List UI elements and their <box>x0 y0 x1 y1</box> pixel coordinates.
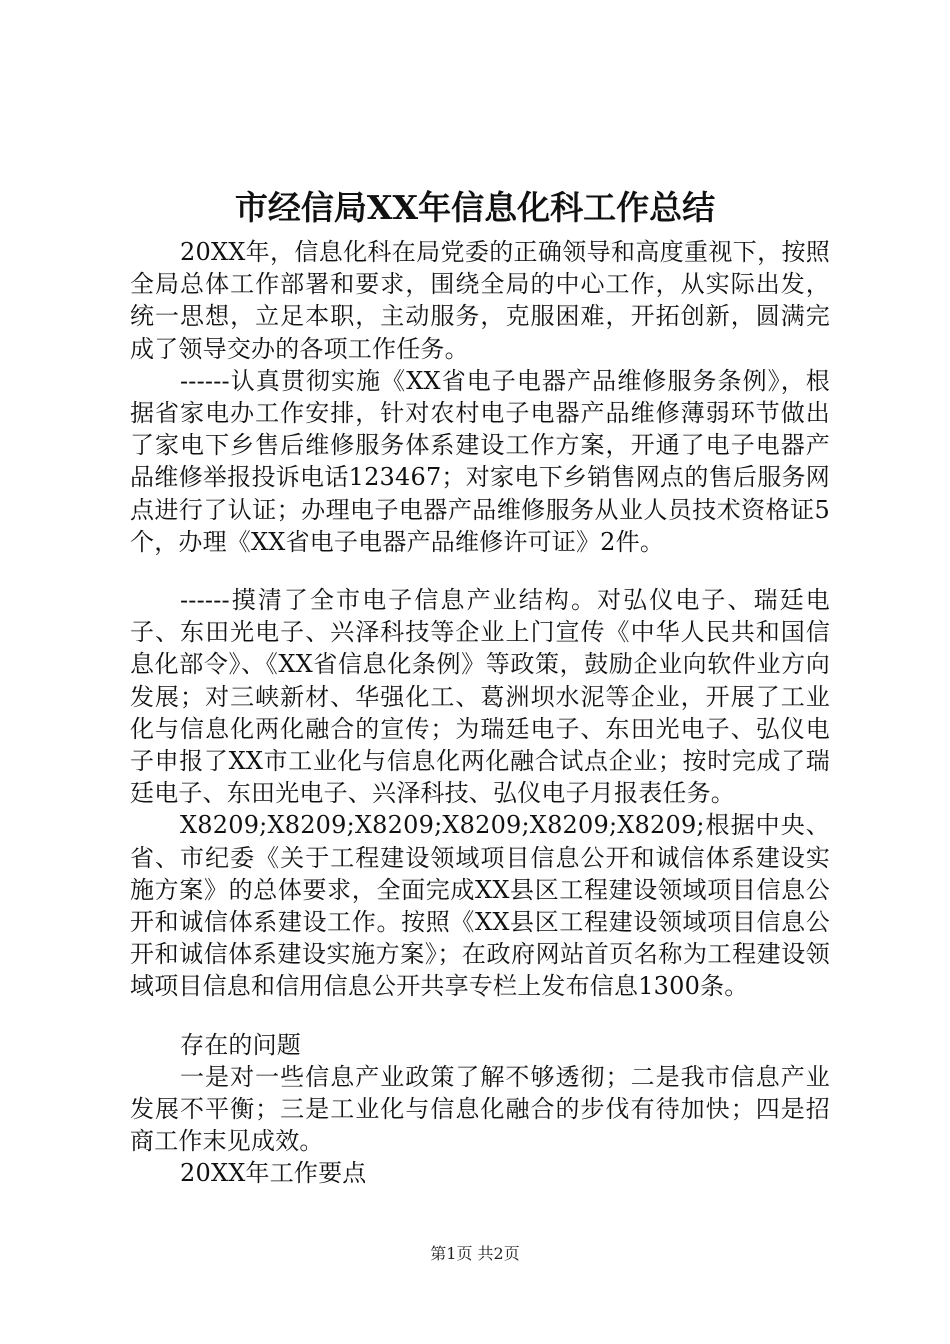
document-title: 市经信局XX年信息化科工作总结 <box>234 188 716 227</box>
page-footer: 第1页 共2页 <box>430 1244 520 1263</box>
paragraph-problems: 一是对一些信息产业政策了解不够透彻；二是我市信息产业发展不平衡；三是工业化与信息化融合的步伐有待加快；四是招商工作末见成效。 <box>130 1062 830 1156</box>
section-heading-problems: 存在的问题 <box>180 1030 301 1059</box>
paragraph-project-info-disclosure: X8209;X8209;X8209;X8209;X8209;X8209;根据中央、省、市纪委《关于工程建设领域项目信息公开和诚信体系建设实施方案》的总体要求，全面完成XX县区工程建设领域项目信息公开和诚信体系建设工作。按照《XX县区工程建设领域项目信息公开和诚信体系建设实施方案》；在政府网站首页名称为工程建设领域项目信息和信用信息公开共享专栏上发布信息1300条。 <box>130 811 830 1001</box>
document-body <box>130 236 830 1190</box>
section-heading-work-points: 20XX年工作要点 <box>180 1159 367 1188</box>
paragraph-intro: 20XX年，信息化科在局党委的正确领导和高度重视下，按照全局总体工作部署和要求，围绕全局的中心工作，从实际出发，统一思想，立足本职，主动服务，克服困难，开拓创新，圆满完成了领导交办的各项工作任务。 <box>130 238 830 363</box>
paragraph-industry-structure: ------摸清了全市电子信息产业结构。对弘仪电子、瑞廷电子、东田光电子、兴泽科技等企业上门宣传《中华人民共和国信息化部令》、《XX省信息化条例》等政策，鼓励企业向软件业方向发展；对三峡新材、华强化工、葛洲坝水泥等企业，开展了工业化与信息化两化融合的宣传；为瑞廷电子、东田光电子、弘仪电子申报了XX市工业化与信息化两化融合试点企业；按时完成了瑞廷电子、东田光电子、兴泽科技、弘仪电子月报表任务。 <box>130 586 830 808</box>
paragraph-appliance-repair: ------认真贯彻实施《XX省电子电器产品维修服务条例》，根据省家电办工作安排，针对农村电子电器产品维修薄弱环节做出了家电下乡售后维修服务体系建设工作方案，开通了电子电器产品维修举报投诉电话123467；对家电下乡销售网点的售后服务网点进行了认证；办理电子电器产品维修服务从业人员技术资格证5个，办理《XX省电子电器产品维修许可证》2件。 <box>130 366 830 556</box>
